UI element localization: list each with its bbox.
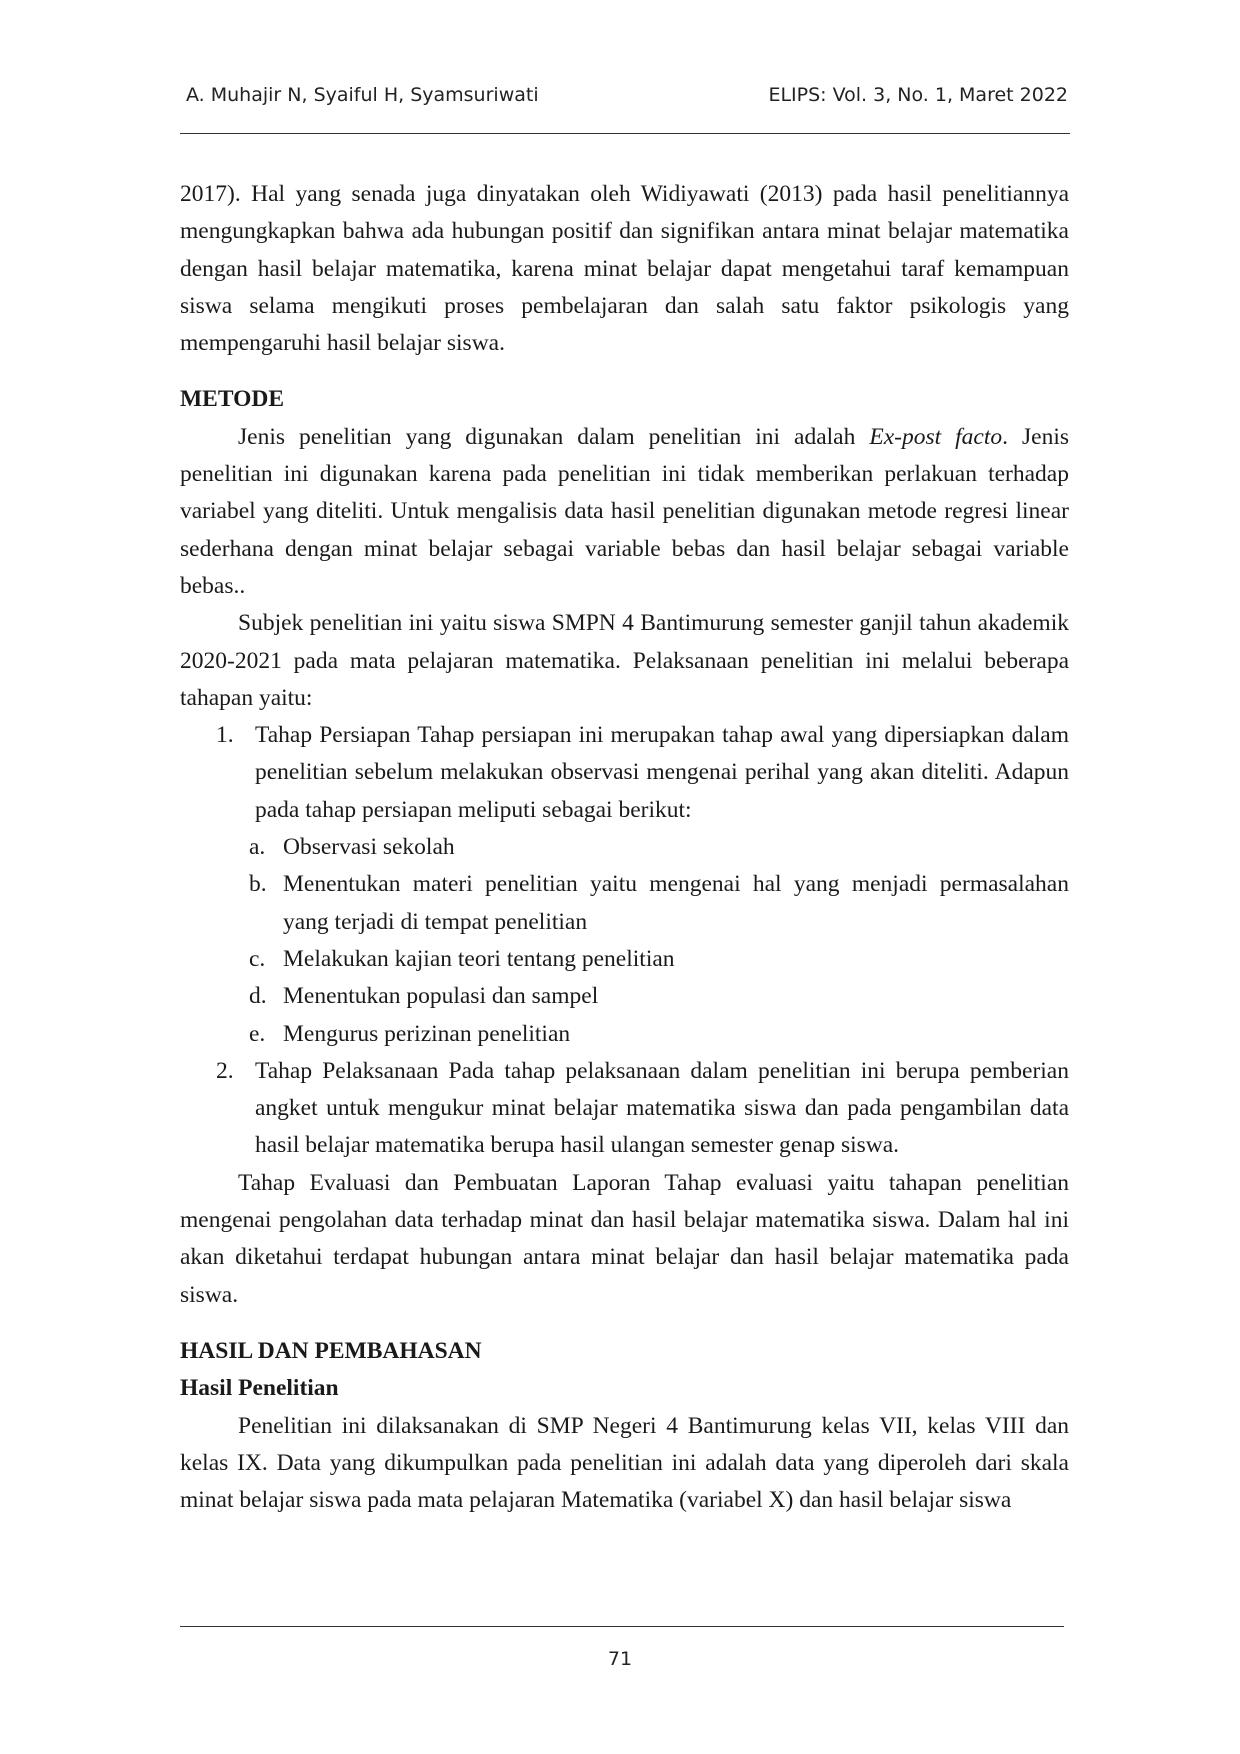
metode-p1-text-b: . Jenis penelitian ini digunakan karena pada penelitian ini tidak memberikan perlakuan terhadap variabel yang diteliti. Untuk mengalisis data hasil penelitian digunakan metode regresi linear sederhana dengan minat belajar sebagai variable bebas dan hasil belajar sebagai variable bebas.. <box>180 423 1069 599</box>
subsection-heading-hasil-penelitian: Hasil Penelitian <box>180 1375 339 1402</box>
sublist-text: Melakukan kajian teori tentang penelitian <box>283 945 675 972</box>
hasil-paragraph-1: Penelitian ini dilaksanakan di SMP Negeri 4 Bantimurung kelas VII, kelas VIII dan kelas IX. Data yang dikumpulkan pada penelitian ini adalah data yang diperoleh dari skala minat belajar siswa pada mata pelajaran Matematika (variabel X) dan hasil belajar siswa <box>180 1412 1069 1514</box>
sublist-item <box>249 941 1069 978</box>
sublist-item <box>249 829 1069 866</box>
sublist-item <box>249 978 1069 1015</box>
step-number: 1. <box>216 722 234 749</box>
page-body <box>180 176 1069 1519</box>
header-authors: A. Muhajir N, Syaiful H, Syamsuriwati <box>186 84 539 106</box>
page-number: 71 <box>607 1648 633 1670</box>
header-rule <box>180 133 1070 134</box>
procedure-step <box>180 717 1069 1053</box>
running-header <box>186 84 1068 114</box>
section-heading-metode: METODE <box>180 386 285 413</box>
metode-p1-italic-term: Ex-post facto <box>869 423 1003 450</box>
section-heading-hasil: HASIL DAN PEMBAHASAN <box>180 1337 482 1364</box>
sublist-text: Menentukan populasi dan sampel <box>283 983 599 1010</box>
sublist-item <box>249 1016 1069 1053</box>
procedure-step <box>180 1053 1069 1165</box>
sublist-text: Menentukan materi penelitian yaitu mengenai hal yang menjadi permasalahan yang terjadi di tempat penelitian <box>283 871 1069 935</box>
procedure-list <box>180 717 1069 1165</box>
step-sublist <box>249 829 1069 1053</box>
footer-rule <box>180 1626 1064 1627</box>
section-gap <box>180 362 1069 381</box>
metode-paragraph-3: Tahap Evaluasi dan Pembuatan Laporan Tahap evaluasi yaitu tahapan penelitian mengenai pengolahan data terhadap minat dan hasil belajar matematika siswa. Dalam hal ini akan diketahui terdapat hubungan antara minat belajar dan hasil belajar matematika pada siswa. <box>180 1169 1069 1308</box>
sublist-text: Observasi sekolah <box>283 834 455 861</box>
sublist-letter: a. <box>249 834 266 861</box>
sublist-letter: e. <box>249 1020 266 1047</box>
sublist-letter: d. <box>249 983 267 1010</box>
metode-paragraph-1 <box>180 419 1069 605</box>
section-gap <box>180 1314 1069 1333</box>
sublist-letter: b. <box>249 871 267 898</box>
metode-paragraph-2: Subjek penelitian ini yaitu siswa SMPN 4 Bantimurung semester ganjil tahun akademik 2020-2021 pada mata pelajaran matematika. Pelaksanaan penelitian ini melalui beberapa tahapan yaitu: <box>180 610 1069 711</box>
step-text: Tahap Pelaksanaan Pada tahap pelaksanaan dalam penelitian ini berupa pemberian angket untuk mengukur minat belajar matematika siswa dan pada pengambilan data hasil belajar matematika berupa hasil ulangan semester genap siswa. <box>255 1057 1069 1159</box>
sublist-text: Mengurus perizinan penelitian <box>283 1020 571 1047</box>
intro-paragraph: 2017). Hal yang senada juga dinyatakan oleh Widiyawati (2013) pada hasil penelitiannya mengungkapkan bahwa ada hubungan positif dan signifikan antara minat belajar matematika dengan hasil belajar matematika, karena minat belajar dapat mengetahui taraf kemampuan siswa selama mengikuti proses pembelajaran dan salah satu faktor psikologis yang mempengaruhi hasil belajar siswa. <box>180 181 1069 357</box>
header-journal: ELIPS: Vol. 3, No. 1, Maret 2022 <box>768 84 1068 106</box>
sublist-item <box>249 866 1069 941</box>
sublist-letter: c. <box>249 945 266 972</box>
metode-p1-text-a: Jenis penelitian yang digunakan dalam penelitian ini adalah <box>238 423 870 450</box>
step-number: 2. <box>216 1057 234 1084</box>
step-text: Tahap Persiapan Tahap persiapan ini merupakan tahap awal yang dipersiapkan dalam penelitian sebelum melakukan observasi mengenai perihal yang akan diteliti. Adapun pada tahap persiapan meliputi sebagai berikut: <box>255 722 1069 823</box>
